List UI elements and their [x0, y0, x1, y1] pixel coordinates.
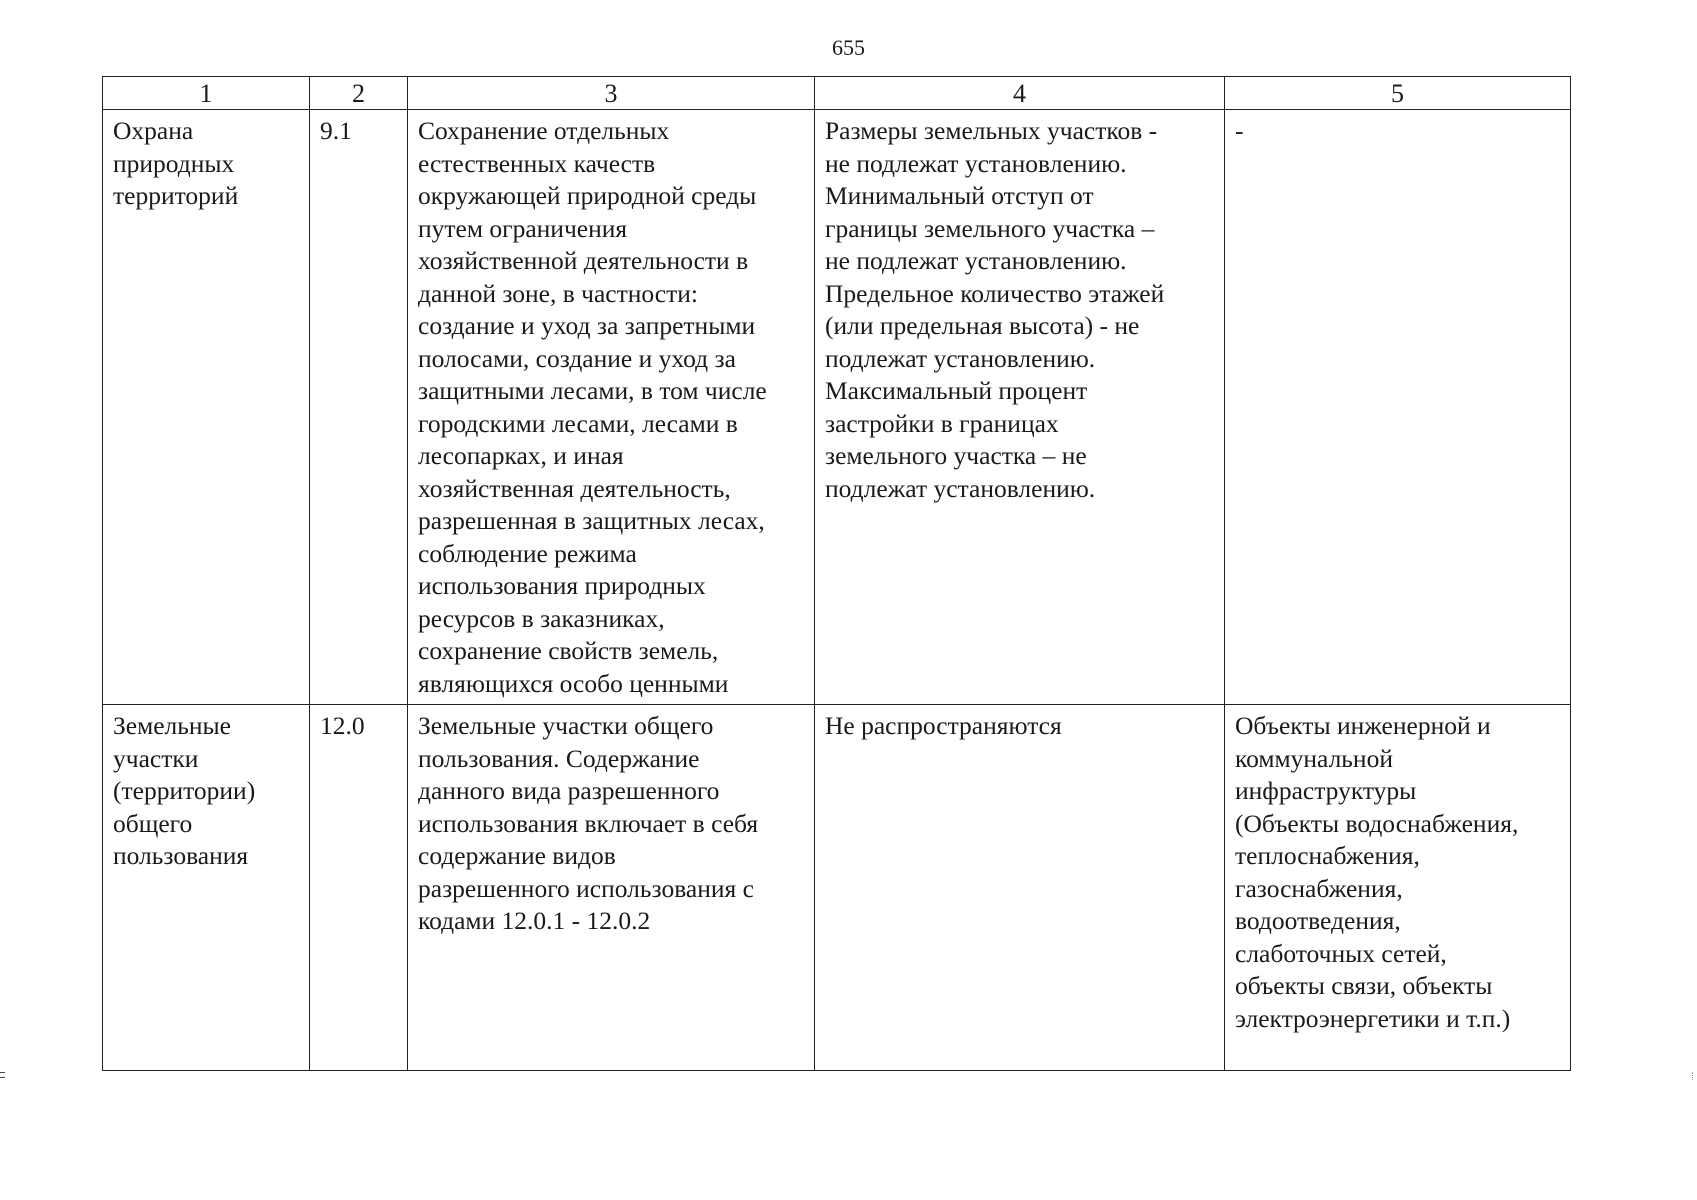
- scan-edge-mark-right: [1692, 1072, 1696, 1080]
- use-objects-cell: [1225, 110, 1571, 705]
- land-use-table: [102, 76, 1571, 1071]
- column-header-5: 5: [1225, 77, 1571, 110]
- use-type-name: Земельные участки (территории) общего пользования: [113, 711, 256, 870]
- column-header-1: 1: [103, 77, 310, 110]
- table-row: [103, 110, 1571, 705]
- table-row: [103, 705, 1571, 1071]
- use-type-name-cell: [103, 705, 310, 1071]
- use-description: Сохранение отдельных естественных качеств окружающей природной среды путем ограничения хозяйственной деятельности в данной зоне, в частности: создание и уход за запретными полосами, создание и уход за защитными лесами, в том числе городскими лесами, лесами в лесопарках, и иная хозяйственная деятельность, разрешенная в защитных лесах, соблюдение режима использования природных ресурсов в заказниках, сохранение свойств земель, являющихся особо ценными: [418, 116, 767, 698]
- use-description: Земельные участки общего пользования. Содержание данного вида разрешенного использования включает в себя содержание видов разрешенного использования с кодами 12.0.1 - 12.0.2: [418, 711, 759, 935]
- scan-edge-mark-left: [0, 1072, 5, 1078]
- use-type-name: Охрана природных территорий: [113, 116, 239, 210]
- use-objects: Объекты инженерной и коммунальной инфраструктуры (Объекты водоснабжения, теплоснабжения, газоснабжения, водоотведения, слаботочных сетей, объекты связи, объекты электроэнергетики и т.п.): [1235, 711, 1519, 1033]
- column-header-3: 3: [408, 77, 815, 110]
- page-number: 655: [832, 35, 865, 60]
- use-type-name-cell: [103, 110, 310, 705]
- use-code-cell: [310, 110, 408, 705]
- use-parameters-cell: [815, 705, 1225, 1071]
- use-code-cell: [310, 705, 408, 1071]
- use-description-cell: [408, 110, 815, 705]
- use-parameters-cell: [815, 110, 1225, 705]
- use-parameters: Размеры земельных участков - не подлежат установлению. Минимальный отступ от границы земельного участка – не подлежат установлению. Предельное количество этажей (или предельная высота) - не подлежат установлению. Максимальный процент застройки в границах земельного участка – не подлежат установлению.: [825, 116, 1165, 503]
- use-objects: -: [1235, 116, 1244, 145]
- use-objects-cell: [1225, 705, 1571, 1071]
- use-code: 9.1: [320, 116, 352, 145]
- table-header-row: [103, 77, 1571, 110]
- use-description-cell: [408, 705, 815, 1071]
- column-header-4: 4: [815, 77, 1225, 110]
- use-parameters: Не распространяются: [825, 711, 1062, 740]
- column-header-2: 2: [310, 77, 408, 110]
- use-code: 12.0: [320, 711, 365, 740]
